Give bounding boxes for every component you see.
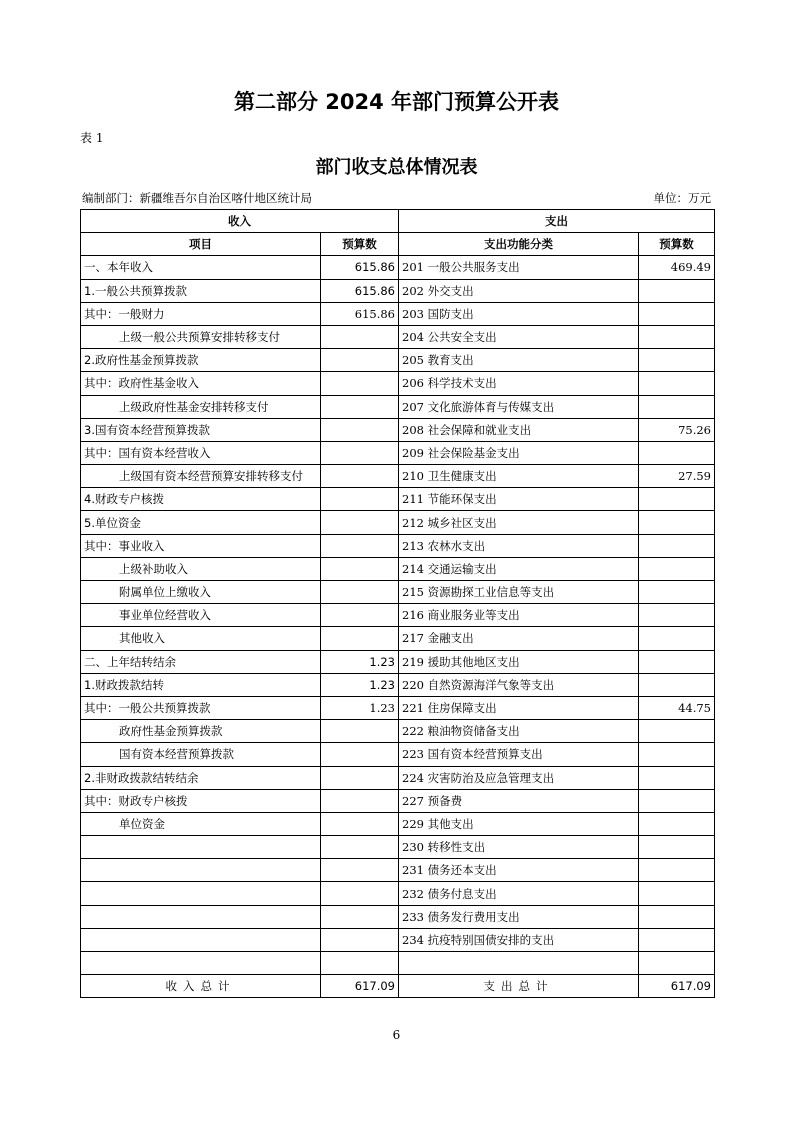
- compiling-department: 编制部门：新疆维吾尔自治区喀什地区统计局: [82, 191, 312, 205]
- income-item-cell: 政府性基金预算拨款: [81, 720, 321, 743]
- page-number: 6: [392, 1028, 401, 1042]
- expense-function-cell: 217 金融支出: [399, 627, 639, 650]
- income-budget-cell: [321, 557, 399, 580]
- income-item-cell: 上级政府性基金安排转移支付: [81, 395, 321, 418]
- budget-column-header: 预算数: [321, 233, 399, 256]
- income-item-cell: 5.单位资金: [81, 511, 321, 534]
- table-title: 部门收支总体情况表: [315, 157, 478, 178]
- expense-budget-cell: [639, 766, 715, 789]
- income-item-cell: [81, 952, 321, 975]
- income-item-cell: 上级补助收入: [81, 557, 321, 580]
- expense-function-cell: 232 债务付息支出: [399, 882, 639, 905]
- table-row: [81, 349, 715, 372]
- income-budget-cell: [321, 720, 399, 743]
- income-budget-cell: [321, 534, 399, 557]
- income-budget-cell: [321, 812, 399, 835]
- expense-budget-cell: [639, 325, 715, 348]
- expense-budget-cell: [639, 511, 715, 534]
- expense-function-cell: 231 债务还本支出: [399, 859, 639, 882]
- income-item-cell: 其中：一般公共预算拨款: [81, 696, 321, 719]
- expense-function-cell: 214 交通运输支出: [399, 557, 639, 580]
- table-row: [81, 465, 715, 488]
- income-item-cell: 其中：政府性基金收入: [81, 372, 321, 395]
- income-budget-cell: [321, 511, 399, 534]
- expense-function-cell: 210 卫生健康支出: [399, 465, 639, 488]
- expense-function-cell: 206 科学技术支出: [399, 372, 639, 395]
- income-item-cell: [81, 882, 321, 905]
- expense-budget-cell: [639, 627, 715, 650]
- income-item-cell: [81, 859, 321, 882]
- expense-budget-cell: 75.26: [639, 418, 715, 441]
- expense-budget-cell: [639, 534, 715, 557]
- expense-function-cell: 223 国有资本经营预算支出: [399, 743, 639, 766]
- expense-budget-cell: [639, 952, 715, 975]
- income-budget-cell: [321, 372, 399, 395]
- part-title: 第二部分 2024 年部门预算公开表: [233, 90, 560, 114]
- income-budget-cell: [321, 766, 399, 789]
- income-item-cell: 国有资本经营预算拨款: [81, 743, 321, 766]
- table-row: [81, 905, 715, 928]
- table-row: [81, 604, 715, 627]
- income-item-cell: 二、上年结转结余: [81, 650, 321, 673]
- table-row: [81, 766, 715, 789]
- expense-budget-cell: [639, 302, 715, 325]
- table-row: [81, 534, 715, 557]
- table-number: 表 1: [80, 131, 104, 145]
- expense-total-label: 支出总计: [399, 975, 639, 998]
- table-row: [81, 812, 715, 835]
- expense-function-cell: 220 自然资源海洋气象等支出: [399, 673, 639, 696]
- unit-label: 单位：万元: [653, 191, 711, 205]
- table-row: [81, 279, 715, 302]
- income-budget-cell: [321, 418, 399, 441]
- income-item-cell: [81, 836, 321, 859]
- expense-function-cell: 201 一般公共服务支出: [399, 256, 639, 279]
- income-budget-cell: [321, 441, 399, 464]
- table-row: [81, 859, 715, 882]
- expense-budget-cell: [639, 673, 715, 696]
- income-budget-cell: [321, 952, 399, 975]
- expense-budget-cell: 44.75: [639, 696, 715, 719]
- income-item-cell: 1.财政拨款结转: [81, 673, 321, 696]
- expense-budget-cell: [639, 928, 715, 951]
- income-budget-cell: [321, 488, 399, 511]
- table-row: [81, 395, 715, 418]
- expense-budget-cell: [639, 604, 715, 627]
- income-budget-cell: [321, 928, 399, 951]
- table-row: [81, 720, 715, 743]
- income-budget-cell: [321, 581, 399, 604]
- table-row: [81, 372, 715, 395]
- income-budget-cell: [321, 882, 399, 905]
- expense-budget-cell: [639, 812, 715, 835]
- income-budget-cell: [321, 859, 399, 882]
- income-budget-cell: 615.86: [321, 279, 399, 302]
- table-row: [81, 882, 715, 905]
- income-budget-cell: 1.23: [321, 650, 399, 673]
- expense-budget-cell: [639, 905, 715, 928]
- income-item-cell: 其中：财政专户核拨: [81, 789, 321, 812]
- expense-function-cell: 208 社会保障和就业支出: [399, 418, 639, 441]
- expense-budget-cell: [639, 743, 715, 766]
- income-item-cell: [81, 905, 321, 928]
- expense-function-cell: 219 援助其他地区支出: [399, 650, 639, 673]
- income-total-label: 收入总计: [81, 975, 321, 998]
- expense-budget-cell: [639, 372, 715, 395]
- income-item-cell: 2.非财政拨款结转结余: [81, 766, 321, 789]
- income-item-cell: 其中：国有资本经营收入: [81, 441, 321, 464]
- table-row: [81, 302, 715, 325]
- table-subheader-row: [81, 233, 715, 256]
- expense-function-cell: 230 转移性支出: [399, 836, 639, 859]
- income-item-cell: 一、本年收入: [81, 256, 321, 279]
- income-item-cell: 上级一般公共预算安排转移支付: [81, 325, 321, 348]
- expense-function-cell: 233 债务发行费用支出: [399, 905, 639, 928]
- income-item-cell: 其中：一般财力: [81, 302, 321, 325]
- expense-function-cell: [399, 952, 639, 975]
- table-row: [81, 325, 715, 348]
- table-row: [81, 650, 715, 673]
- income-budget-cell: [321, 627, 399, 650]
- table-row: [81, 511, 715, 534]
- table-row: [81, 789, 715, 812]
- table-row: [81, 836, 715, 859]
- expense-budget-cell: [639, 557, 715, 580]
- expense-budget-cell: [639, 488, 715, 511]
- table-row: [81, 743, 715, 766]
- income-item-cell: 其他收入: [81, 627, 321, 650]
- expense-function-cell: 234 抗疫特别国债安排的支出: [399, 928, 639, 951]
- income-item-cell: 2.政府性基金预算拨款: [81, 349, 321, 372]
- expense-function-cell: 207 文化旅游体育与传媒支出: [399, 395, 639, 418]
- table-row: [81, 581, 715, 604]
- expense-function-cell: 221 住房保障支出: [399, 696, 639, 719]
- expense-function-cell: 215 资源勘探工业信息等支出: [399, 581, 639, 604]
- expense-budget-cell: [639, 882, 715, 905]
- income-budget-cell: [321, 789, 399, 812]
- expense-budget-cell: [639, 836, 715, 859]
- expense-budget-cell: [639, 395, 715, 418]
- income-item-cell: 4.财政专户核拨: [81, 488, 321, 511]
- expense-budget-cell: [639, 789, 715, 812]
- expense-budget-cell: 469.49: [639, 256, 715, 279]
- expense-function-cell: 211 节能环保支出: [399, 488, 639, 511]
- income-budget-cell: [321, 465, 399, 488]
- table-header-row: [81, 210, 715, 233]
- income-item-cell: [81, 928, 321, 951]
- table-row: [81, 256, 715, 279]
- income-item-cell: 附属单位上缴收入: [81, 581, 321, 604]
- expense-header: 支出: [399, 210, 715, 233]
- income-item-cell: 上级国有资本经营预算安排转移支付: [81, 465, 321, 488]
- income-budget-cell: [321, 836, 399, 859]
- table-row: [81, 673, 715, 696]
- income-budget-cell: [321, 325, 399, 348]
- table-row: [81, 441, 715, 464]
- table-row: [81, 557, 715, 580]
- income-budget-cell: [321, 349, 399, 372]
- budget-table: [80, 209, 715, 998]
- function-column-header: 支出功能分类: [399, 233, 639, 256]
- income-budget-cell: [321, 743, 399, 766]
- income-item-cell: 3.国有资本经营预算拨款: [81, 418, 321, 441]
- expense-function-cell: 203 国防支出: [399, 302, 639, 325]
- table-row: [81, 627, 715, 650]
- expense-budget-cell: [639, 349, 715, 372]
- income-total-value: 617.09: [321, 975, 399, 998]
- income-budget-cell: 1.23: [321, 696, 399, 719]
- expense-budget-cell: [639, 859, 715, 882]
- item-column-header: 项目: [81, 233, 321, 256]
- income-budget-cell: [321, 395, 399, 418]
- expense-function-cell: 224 灾害防治及应急管理支出: [399, 766, 639, 789]
- table-row: [81, 928, 715, 951]
- income-budget-cell: 615.86: [321, 256, 399, 279]
- expense-total-value: 617.09: [639, 975, 715, 998]
- income-budget-cell: [321, 604, 399, 627]
- expense-budget-cell: [639, 650, 715, 673]
- expense-function-cell: 229 其他支出: [399, 812, 639, 835]
- expense-budget-cell: [639, 441, 715, 464]
- expense-function-cell: 227 预备费: [399, 789, 639, 812]
- income-budget-cell: 615.86: [321, 302, 399, 325]
- table-row: [81, 488, 715, 511]
- expense-function-cell: 216 商业服务业等支出: [399, 604, 639, 627]
- budget2-column-header: 预算数: [639, 233, 715, 256]
- income-item-cell: 事业单位经营收入: [81, 604, 321, 627]
- expense-function-cell: 209 社会保险基金支出: [399, 441, 639, 464]
- income-header: 收入: [81, 210, 399, 233]
- total-row: [81, 975, 715, 998]
- expense-function-cell: 205 教育支出: [399, 349, 639, 372]
- expense-budget-cell: [639, 720, 715, 743]
- expense-function-cell: 202 外交支出: [399, 279, 639, 302]
- expense-budget-cell: 27.59: [639, 465, 715, 488]
- expense-function-cell: 213 农林水支出: [399, 534, 639, 557]
- income-item-cell: 1.一般公共预算拨款: [81, 279, 321, 302]
- expense-function-cell: 212 城乡社区支出: [399, 511, 639, 534]
- expense-function-cell: 222 粮油物资储备支出: [399, 720, 639, 743]
- expense-budget-cell: [639, 279, 715, 302]
- table-row: [81, 418, 715, 441]
- income-budget-cell: [321, 905, 399, 928]
- income-item-cell: 单位资金: [81, 812, 321, 835]
- income-budget-cell: 1.23: [321, 673, 399, 696]
- expense-function-cell: 204 公共安全支出: [399, 325, 639, 348]
- income-item-cell: 其中：事业收入: [81, 534, 321, 557]
- table-row: [81, 696, 715, 719]
- expense-budget-cell: [639, 581, 715, 604]
- table-row: [81, 952, 715, 975]
